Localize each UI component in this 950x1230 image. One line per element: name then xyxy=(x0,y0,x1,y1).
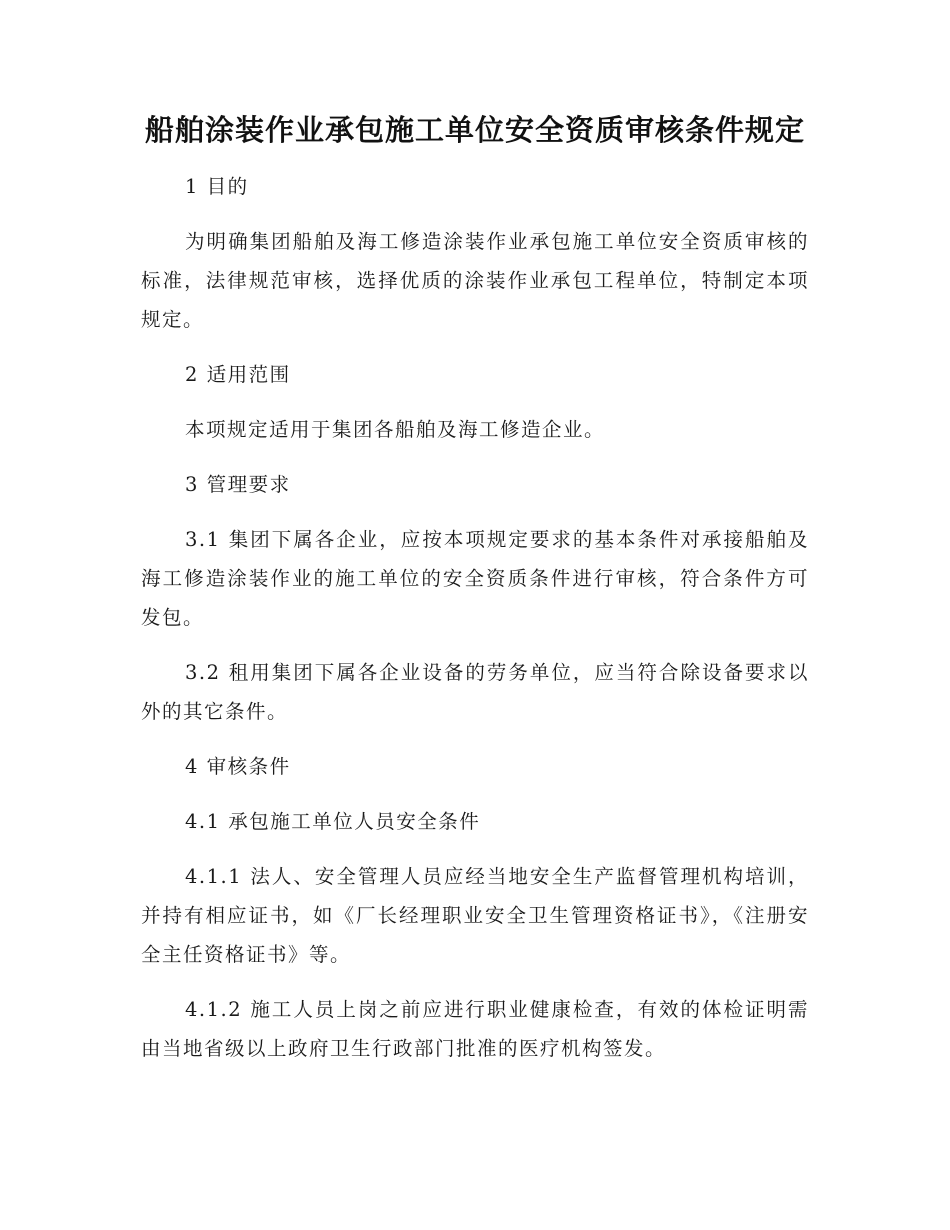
document-page xyxy=(141,110,809,1084)
paragraph-purpose: 为明确集团船舶及海工修造涂装作业承包施工单位安全资质审核的标准，法律规范审核，选择优质的涂装作业承包工程单位，特制定本项规定。 xyxy=(141,230,809,331)
paragraph-scope: 本项规定适用于集团各船舶及海工修造企业。 xyxy=(185,418,606,441)
paragraph-4-1-1: 4.1.1 法人、安全管理人员应经当地安全生产监督管理机构培训，并持有相应证书，如《厂长经理职业安全卫生管理资格证书》，《注册安全主任资格证书》等。 xyxy=(141,865,809,966)
section-heading-review-conditions: 4 审核条件 xyxy=(185,755,291,778)
paragraph-3-1: 3.1 集团下属各企业，应按本项规定要求的基本条件对承接船舶及海工修造涂装作业的施工单位的安全资质条件进行审核，符合条件方可发包。 xyxy=(141,528,809,629)
section-heading-scope: 2 适用范围 xyxy=(185,363,291,386)
paragraph-3-2: 3.2 租用集团下属各企业设备的劳务单位，应当符合除设备要求以外的其它条件。 xyxy=(141,661,809,723)
section-heading-purpose: 1 目的 xyxy=(185,175,249,198)
document-title: 船舶涂装作业承包施工单位安全资质审核条件规定 xyxy=(144,113,805,147)
document-body xyxy=(141,167,809,1068)
subsection-heading-4-1: 4.1 承包施工单位人员安全条件 xyxy=(185,810,481,833)
section-heading-management: 3 管理要求 xyxy=(185,473,291,496)
paragraph-4-1-2: 4.1.2 施工人员上岗之前应进行职业健康检查，有效的体检证明需由当地省级以上政府卫生行政部门批准的医疗机构签发。 xyxy=(141,998,809,1060)
